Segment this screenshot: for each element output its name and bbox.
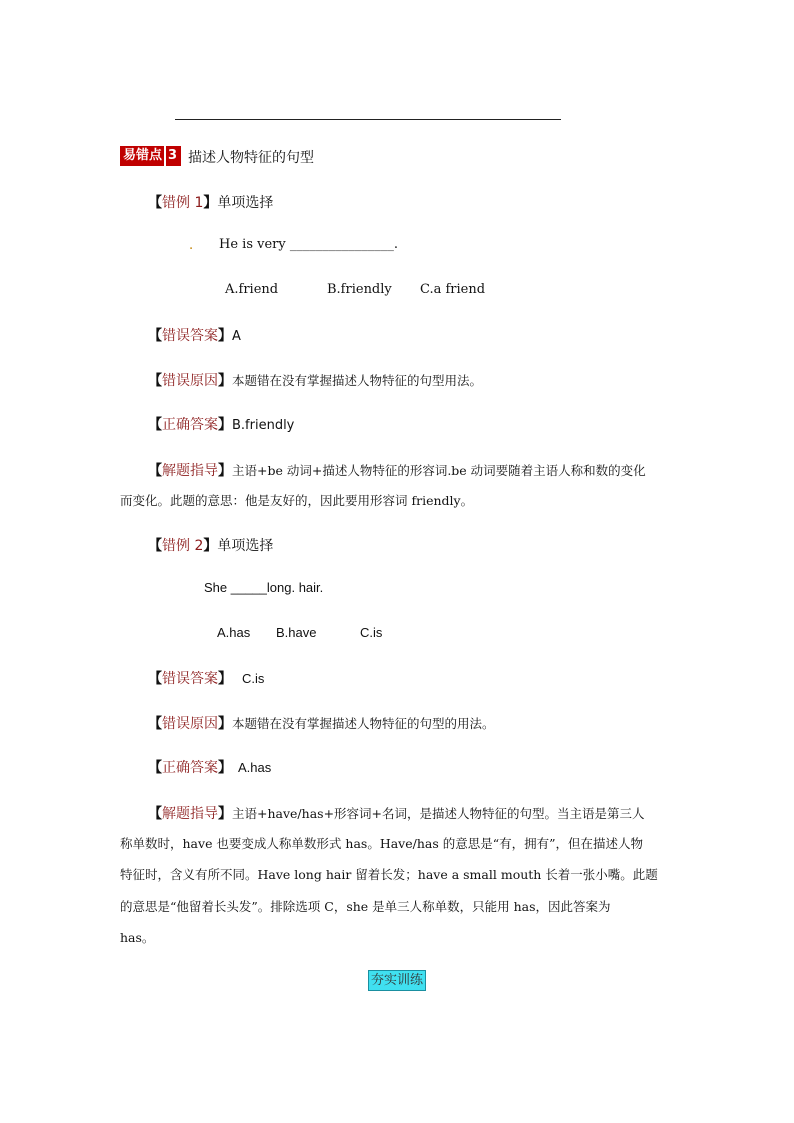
ex2-reason-row: 【错误原因】本题错在没有掌握描述人物特征的句型的用法。 bbox=[148, 716, 495, 732]
ex1-guide-row: 【解题指导】主语+be 动词+描述人物特征的形容词.be 动词要随着主语人称和数的变化 bbox=[148, 463, 646, 479]
ex2-correct-answer: A.has bbox=[238, 760, 272, 775]
ex1-question: He is very ________________. bbox=[219, 237, 398, 252]
top-rule bbox=[175, 119, 561, 120]
section-title: 描述人物特征的句型 bbox=[188, 150, 314, 166]
ex2-option-a: A.has bbox=[217, 625, 251, 640]
ex1-label: 错例 1 bbox=[162, 195, 204, 211]
badge-number: 3 bbox=[164, 146, 177, 166]
ex2-guide-line5: has。 bbox=[120, 930, 155, 945]
ex1-guide-line2: 而变化。此题的意思：他是友好的，因此要用形容词 friendly。 bbox=[120, 493, 474, 508]
ex1-option-c: C.a friend bbox=[420, 282, 486, 297]
ex2-wrong-answer: C.is bbox=[242, 671, 265, 686]
ex2-header: 【错例 2】单项选择 bbox=[148, 538, 274, 554]
ex2-option-b: B.have bbox=[276, 625, 317, 640]
ex1-reason-row: 【错误原因】本题错在没有掌握描述人物特征的句型用法。 bbox=[148, 373, 483, 389]
ex2-guide-line3: 特征时，含义有所不同。Have long hair 留着长发；have a small mouth 长着一张小嘴。此题 bbox=[120, 867, 658, 882]
ex2-type: 单项选择 bbox=[217, 538, 274, 554]
ex2-guide-row: 【解题指导】主语+have/has+形容词+名词，是描述人物特征的句型。当主语是第三人 bbox=[148, 806, 645, 822]
ex1-correct-label: 正确答案 bbox=[162, 417, 218, 433]
practice-button[interactable]: 夯实训练 bbox=[368, 970, 426, 991]
ex2-reason: 本题错在没有掌握描述人物特征的句型的用法。 bbox=[232, 716, 495, 731]
ex1-reason-label: 错误原因 bbox=[162, 373, 218, 389]
ex1-reason: 本题错在没有掌握描述人物特征的句型用法。 bbox=[232, 373, 483, 388]
ex1-guide-label: 解题指导 bbox=[162, 463, 218, 479]
ex2-reason-label: 错误原因 bbox=[162, 716, 218, 732]
ex2-correct-label: 正确答案 bbox=[162, 760, 218, 776]
ex2-guide-line4: 的意思是“他留着长头发”。排除选项 C，she 是单三人称单数，只能用 has，因此答案为 bbox=[120, 899, 611, 914]
ex1-header: 【错例 1】单项选择 bbox=[148, 195, 274, 211]
ex2-guide-label: 解题指导 bbox=[162, 806, 218, 822]
ex2-correct-row: 【正确答案】 A.has bbox=[148, 760, 272, 776]
ex2-wrong-label: 错误答案 bbox=[162, 671, 218, 687]
ex1-correct-row: 【正确答案】B.friendly bbox=[148, 417, 295, 433]
ex2-question: She _____long. hair. bbox=[204, 580, 324, 595]
ex1-type: 单项选择 bbox=[217, 195, 274, 211]
ex1-guide-line1: 主语+be 动词+描述人物特征的形容词.be 动词要随着主语人称和数的变化 bbox=[232, 463, 646, 478]
ex2-guide-line2: 称单数时，have 也要变成人称单数形式 has。Have/has 的意思是“有，拥有”，但在描述人物 bbox=[120, 836, 644, 851]
badge-text: 易错点 bbox=[123, 148, 163, 163]
ex1-marker: . bbox=[189, 238, 194, 253]
ex2-option-c: C.is bbox=[360, 625, 383, 640]
ex1-wrong-answer: A bbox=[232, 329, 241, 344]
ex1-option-a: A.friend bbox=[225, 282, 279, 297]
ex1-wrong-row: 【错误答案】A bbox=[148, 328, 241, 344]
ex1-option-b: B.friendly bbox=[327, 282, 392, 297]
section-badge bbox=[120, 146, 181, 166]
ex2-guide-line1: 主语+have/has+形容词+名词，是描述人物特征的句型。当主语是第三人 bbox=[232, 806, 645, 821]
ex2-label: 错例 2 bbox=[162, 538, 204, 554]
ex1-correct-answer: B.friendly bbox=[232, 418, 295, 433]
ex1-wrong-label: 错误答案 bbox=[162, 328, 218, 344]
ex2-wrong-row: 【错误答案】 C.is bbox=[148, 671, 265, 687]
